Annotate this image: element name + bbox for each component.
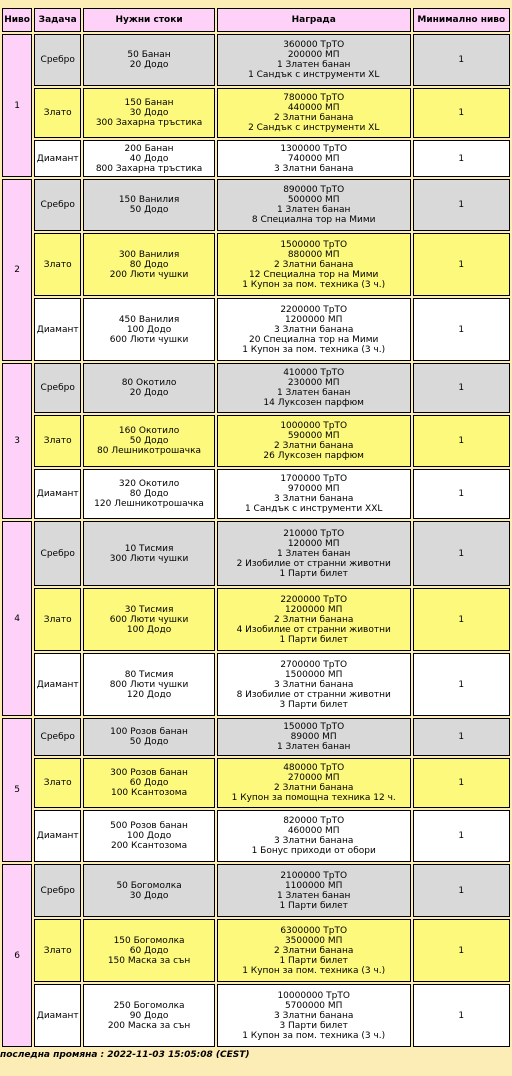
goods-line: 150 Богомолка	[113, 935, 185, 946]
task-cell: Сребро	[34, 179, 81, 231]
reward-line: 3 Парти билет	[279, 1020, 348, 1031]
reward-line: 230000 МП	[287, 378, 340, 388]
goods-line: 30 Додо	[129, 890, 169, 901]
table-row	[2, 88, 510, 138]
reward-line: 6300000 ТрТО	[280, 925, 348, 936]
goods-line: 40 Додо	[129, 153, 169, 164]
reward-cell	[217, 363, 411, 413]
reward-line: 2 Сандък с инструменти XL	[248, 123, 380, 133]
last-modified: последна промяна : 2022-11-03 15:05:08 (CEST)	[0, 1050, 250, 1060]
reward-cell	[217, 864, 411, 917]
level-cell: 2	[2, 179, 32, 361]
goods-cell	[83, 810, 215, 862]
reward-line: 1300000 ТрТО	[280, 143, 348, 154]
reward-line: 410000 ТрТО	[283, 368, 345, 378]
reward-line: 1 Купон за пом. техника (3 ч.)	[242, 965, 386, 976]
table-row	[2, 653, 510, 716]
goods-cell	[83, 864, 215, 917]
reward-cell	[217, 588, 411, 651]
goods-line: 10 Тисмия	[124, 543, 174, 554]
reward-line: 200000 МП	[287, 50, 340, 60]
header-reward: Награда	[217, 8, 411, 32]
goods-line: 100 Розов банан	[110, 727, 188, 737]
goods-line: 120 Додо	[126, 689, 172, 700]
table-row	[2, 718, 510, 756]
goods-line: 30 Тисмия	[124, 604, 174, 615]
table-row	[2, 810, 510, 862]
reward-line: 2 Златни банана	[274, 783, 354, 793]
header-level: Ниво	[2, 8, 32, 32]
goods-cell	[83, 34, 215, 86]
task-cell: Диамант	[34, 984, 81, 1047]
goods-cell	[83, 363, 215, 413]
min-level-cell: 1	[413, 919, 510, 982]
reward-line: 1 Златен банан	[276, 388, 351, 398]
header-goods: Нужни стоки	[83, 8, 215, 32]
reward-cell	[217, 521, 411, 586]
goods-cell	[83, 919, 215, 982]
reward-line: 1 Парти билет	[279, 900, 348, 911]
reward-cell	[217, 653, 411, 716]
reward-line: 1 Сандък с инструменти XXL	[244, 504, 383, 514]
goods-line: 80 Тисмия	[124, 669, 174, 680]
goods-cell	[83, 984, 215, 1047]
goods-line: 20 Додо	[129, 388, 169, 398]
table-row	[2, 363, 510, 413]
task-cell: Злато	[34, 919, 81, 982]
goods-line: 300 Розов банан	[110, 768, 188, 778]
goods-line: 200 Банан	[124, 143, 174, 154]
reward-cell	[217, 179, 411, 231]
reward-line: 440000 МП	[287, 103, 340, 113]
header-row	[2, 8, 510, 32]
goods-line: 60 Додо	[129, 945, 169, 956]
task-cell: Диамант	[34, 298, 81, 361]
reward-line: 740000 МП	[287, 153, 340, 164]
task-cell: Злато	[34, 758, 81, 808]
goods-line: 50 Додо	[129, 205, 169, 215]
goods-line: 200 Люти чушки	[109, 269, 189, 280]
table-row	[2, 919, 510, 982]
reward-line: 1100000 МП	[284, 880, 343, 891]
task-cell: Сребро	[34, 34, 81, 86]
reward-line: 970000 МП	[287, 484, 340, 494]
goods-line: 50 Банан	[127, 50, 171, 60]
goods-line: 80 Лешникотрошачка	[97, 446, 202, 456]
task-cell: Сребро	[34, 363, 81, 413]
goods-line: 30 Додо	[129, 108, 169, 118]
goods-cell	[83, 140, 215, 177]
reward-line: 3500000 МП	[284, 935, 343, 946]
min-level-cell: 1	[413, 233, 510, 296]
goods-line: 600 Люти чушки	[109, 334, 189, 345]
reward-line: 1 Сандък с инструменти XL	[248, 70, 380, 80]
reward-line: 2 Изобилие от странни животни	[236, 558, 391, 569]
reward-line: 12 Специална тор на Мими	[249, 269, 379, 280]
goods-line: 300 Ванилия	[118, 249, 180, 260]
reward-line: 2 Златни банана	[274, 614, 354, 625]
goods-line: 50 Богомолка	[116, 880, 182, 891]
reward-line: 5700000 МП	[284, 1000, 343, 1011]
goods-line: 120 Лешникотрошачка	[94, 499, 204, 509]
goods-line: 150 Банан	[124, 98, 174, 108]
min-level-cell: 1	[413, 864, 510, 917]
reward-line: 1 Златен банан	[276, 548, 351, 559]
reward-cell	[217, 919, 411, 982]
reward-line: 1200000 МП	[284, 604, 343, 615]
goods-cell	[83, 88, 215, 138]
goods-cell	[83, 415, 215, 467]
goods-line: 300 Захарна тръстика	[95, 118, 203, 128]
task-cell: Диамант	[34, 810, 81, 862]
table-row	[2, 298, 510, 361]
goods-line: 200 Ксантозома	[110, 841, 188, 851]
table-row	[2, 588, 510, 651]
goods-line: 150 Ванилия	[118, 195, 180, 205]
min-level-cell: 1	[413, 758, 510, 808]
reward-line: 3 Златни банана	[274, 324, 354, 335]
reward-line: 89000 МП	[290, 732, 337, 742]
level-cell: 3	[2, 363, 32, 519]
reward-line: 120000 МП	[287, 538, 340, 549]
level-cell: 6	[2, 864, 32, 1047]
min-level-cell: 1	[413, 88, 510, 138]
reward-line: 1 Златен банан	[276, 60, 351, 70]
reward-line: 590000 МП	[287, 431, 340, 441]
level-cell: 4	[2, 521, 32, 716]
reward-line: 3 Парти билет	[279, 699, 348, 710]
table-body	[2, 34, 510, 1047]
goods-line: 80 Окотило	[121, 378, 177, 388]
reward-cell	[217, 469, 411, 519]
goods-line: 160 Окотило	[118, 426, 180, 436]
reward-line: 3 Златни банана	[274, 836, 354, 846]
reward-line: 1500000 ТрТО	[280, 239, 348, 250]
table-row	[2, 758, 510, 808]
reward-line: 10000000 ТрТО	[277, 990, 350, 1001]
reward-line: 150000 ТрТО	[283, 722, 345, 732]
reward-line: 2700000 ТрТО	[280, 659, 348, 670]
reward-line: 3 Златни банана	[274, 1010, 354, 1021]
reward-line: 2 Златни банана	[274, 259, 354, 270]
reward-cell	[217, 140, 411, 177]
reward-cell	[217, 233, 411, 296]
reward-line: 2200000 ТрТО	[280, 304, 348, 315]
min-level-cell: 1	[413, 363, 510, 413]
table-row	[2, 469, 510, 519]
min-level-cell: 1	[413, 810, 510, 862]
level-cell: 5	[2, 718, 32, 862]
goods-line: 600 Люти чушки	[109, 614, 189, 625]
min-level-cell: 1	[413, 140, 510, 177]
reward-line: 1 Купон за пом. техника (3 ч.)	[242, 344, 386, 355]
reward-line: 1700000 ТрТО	[280, 474, 348, 484]
table-row	[2, 179, 510, 231]
reward-line: 880000 МП	[287, 249, 340, 260]
reward-line: 8 Изобилие от странни животни	[236, 689, 391, 700]
min-level-cell: 1	[413, 718, 510, 756]
goods-line: 450 Ванилия	[118, 314, 180, 325]
reward-line: 1200000 МП	[284, 314, 343, 325]
goods-line: 800 Люти чушки	[109, 679, 189, 690]
reward-cell	[217, 984, 411, 1047]
min-level-cell: 1	[413, 415, 510, 467]
reward-cell	[217, 88, 411, 138]
reward-line: 1500000 МП	[284, 669, 343, 680]
goods-cell	[83, 758, 215, 808]
header-min-level: Минимално ниво	[413, 8, 510, 32]
goods-line: 80 Додо	[129, 259, 169, 270]
reward-line: 3 Златни банана	[274, 679, 354, 690]
reward-cell	[217, 298, 411, 361]
reward-line: 780000 ТрТО	[283, 93, 345, 103]
goods-cell	[83, 179, 215, 231]
table-row	[2, 521, 510, 586]
reward-line: 210000 ТрТО	[283, 528, 345, 539]
goods-line: 50 Додо	[129, 737, 169, 747]
reward-line: 1 Златен банан	[276, 890, 351, 901]
task-cell: Сребро	[34, 718, 81, 756]
reward-line: 1 Бонус приходи от обори	[251, 846, 376, 856]
min-level-cell: 1	[413, 298, 510, 361]
goods-line: 80 Додо	[129, 489, 169, 499]
goods-line: 100 Додо	[126, 624, 172, 635]
goods-line: 200 Маска за сън	[107, 1020, 191, 1031]
reward-cell	[217, 415, 411, 467]
quest-table	[0, 6, 512, 1049]
reward-line: 2100000 ТрТО	[280, 870, 348, 881]
min-level-cell: 1	[413, 984, 510, 1047]
reward-line: 480000 ТрТО	[283, 763, 345, 773]
reward-line: 1 Златен банан	[276, 742, 351, 752]
reward-line: 2 Златни банана	[274, 113, 354, 123]
reward-line: 460000 МП	[287, 826, 340, 836]
goods-cell	[83, 718, 215, 756]
reward-line: 1 Купон за пом. техника (3 ч.)	[242, 1030, 386, 1041]
min-level-cell: 1	[413, 521, 510, 586]
goods-line: 320 Окотило	[118, 479, 180, 489]
reward-cell	[217, 810, 411, 862]
reward-line: 1 Парти билет	[279, 568, 348, 579]
reward-line: 26 Луксозен парфюм	[263, 451, 364, 461]
level-cell: 1	[2, 34, 32, 177]
table-row	[2, 864, 510, 917]
reward-line: 2 Златни банана	[274, 441, 354, 451]
table-row	[2, 984, 510, 1047]
reward-line: 1 Парти билет	[279, 955, 348, 966]
reward-line: 1000000 ТрТО	[280, 421, 348, 431]
reward-line: 14 Луксозен парфюм	[263, 398, 364, 408]
reward-line: 2 Златни банана	[274, 945, 354, 956]
goods-cell	[83, 298, 215, 361]
reward-line: 1 Купон за пом. техника (3 ч.)	[242, 279, 386, 290]
table-row	[2, 415, 510, 467]
header-task: Задача	[34, 8, 81, 32]
reward-line: 360000 ТрТО	[283, 40, 345, 50]
reward-line: 2200000 ТрТО	[280, 594, 348, 605]
goods-cell	[83, 653, 215, 716]
reward-line: 1 Купон за помощна техника 12 ч.	[231, 793, 396, 803]
table-row	[2, 34, 510, 86]
min-level-cell: 1	[413, 653, 510, 716]
task-cell: Диамант	[34, 469, 81, 519]
min-level-cell: 1	[413, 179, 510, 231]
reward-line: 500000 МП	[287, 195, 340, 205]
goods-cell	[83, 233, 215, 296]
reward-line: 3 Златни банана	[274, 163, 354, 174]
reward-line: 1 Парти билет	[279, 634, 348, 645]
reward-cell	[217, 758, 411, 808]
goods-line: 250 Богомолка	[113, 1000, 185, 1011]
min-level-cell: 1	[413, 34, 510, 86]
task-cell: Сребро	[34, 521, 81, 586]
goods-line: 60 Додо	[129, 778, 169, 788]
goods-cell	[83, 588, 215, 651]
reward-line: 270000 МП	[287, 773, 340, 783]
goods-line: 90 Додо	[129, 1010, 169, 1021]
task-cell: Диамант	[34, 140, 81, 177]
goods-line: 100 Ксантозома	[110, 788, 188, 798]
goods-cell	[83, 469, 215, 519]
goods-line: 100 Додо	[126, 324, 172, 335]
task-cell: Злато	[34, 233, 81, 296]
task-cell: Злато	[34, 588, 81, 651]
reward-line: 20 Специална тор на Мими	[249, 334, 379, 345]
table-row	[2, 140, 510, 177]
reward-line: 1 Златен банан	[276, 205, 351, 215]
min-level-cell: 1	[413, 469, 510, 519]
reward-line: 890000 ТрТО	[283, 185, 345, 195]
reward-cell	[217, 34, 411, 86]
task-cell: Злато	[34, 415, 81, 467]
min-level-cell: 1	[413, 588, 510, 651]
goods-line: 300 Люти чушки	[109, 553, 189, 564]
goods-line: 20 Додо	[129, 60, 169, 70]
goods-line: 500 Розов банан	[110, 821, 188, 831]
table-row	[2, 233, 510, 296]
task-cell: Злато	[34, 88, 81, 138]
goods-line: 50 Додо	[129, 436, 169, 446]
reward-line: 820000 ТрТО	[283, 816, 345, 826]
goods-line: 800 Захарна тръстика	[95, 163, 203, 174]
reward-line: 3 Златни банана	[274, 494, 354, 504]
reward-line: 4 Изобилие от странни животни	[236, 624, 391, 635]
task-cell: Диамант	[34, 653, 81, 716]
goods-line: 150 Маска за сън	[107, 955, 191, 966]
goods-line: 100 Додо	[126, 831, 172, 841]
reward-cell	[217, 718, 411, 756]
reward-line: 8 Специална тор на Мими	[251, 215, 376, 225]
goods-cell	[83, 521, 215, 586]
task-cell: Сребро	[34, 864, 81, 917]
